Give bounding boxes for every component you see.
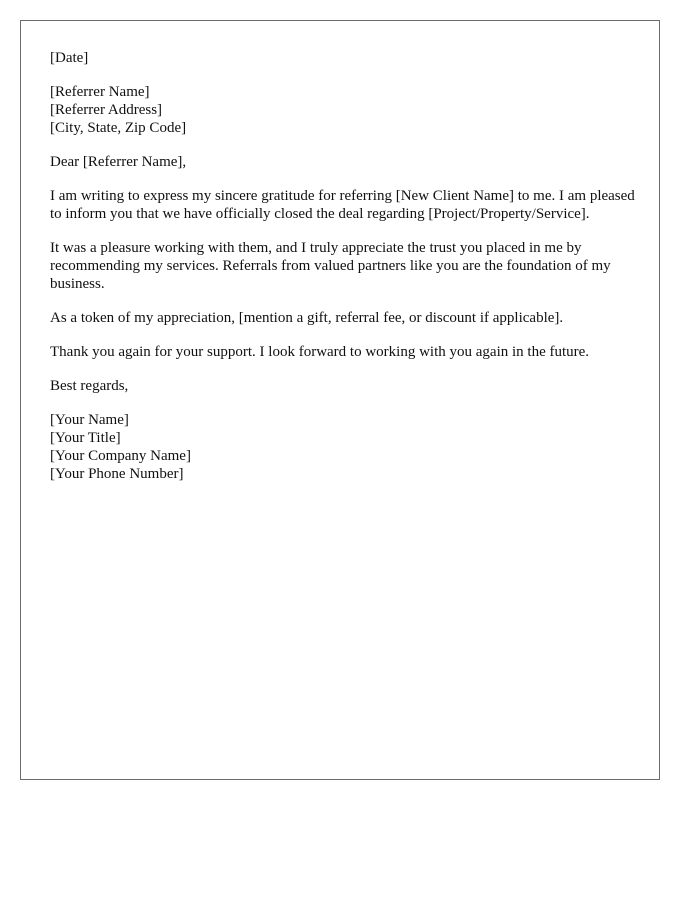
- signature-name: [Your Name]: [50, 412, 129, 428]
- recipient-address: [Referrer Address]: [50, 102, 163, 118]
- signature-company: [Your Company Name]: [50, 448, 191, 464]
- paragraph-gratitude: I am writing to express my sincere gratitude for referring [New Client Name] to me. I am pleased to inform you that we have officially closed the deal regarding [Project/Property/Service].: [50, 188, 635, 222]
- paragraph-token: As a token of my appreciation, [mention a gift, referral fee, or discount if applicable].: [50, 310, 564, 326]
- salutation: [50, 153, 635, 171]
- paragraph-pleasure: It was a pleasure working with them, and I truly appreciate the trust you placed in me by recommending my services. Referrals from valued partners like you are the foundation of my business.: [50, 240, 611, 292]
- closing: [50, 377, 635, 395]
- closing-text: Best regards,: [50, 378, 129, 394]
- letter-page: [20, 20, 660, 780]
- paragraph-thanks: Thank you again for your support. I look forward to working with you again in the future.: [50, 344, 590, 360]
- signature-title: [Your Title]: [50, 430, 121, 446]
- signature-phone: [Your Phone Number]: [50, 466, 184, 482]
- date-block: [50, 49, 635, 67]
- signature-block: [50, 411, 635, 483]
- recipient-block: [50, 83, 635, 137]
- salutation-text: Dear [Referrer Name],: [50, 154, 187, 170]
- recipient-name: [Referrer Name]: [50, 84, 150, 100]
- recipient-city-state-zip: [City, State, Zip Code]: [50, 120, 187, 136]
- letter-body: [50, 49, 635, 499]
- letter-date: [Date]: [50, 50, 89, 66]
